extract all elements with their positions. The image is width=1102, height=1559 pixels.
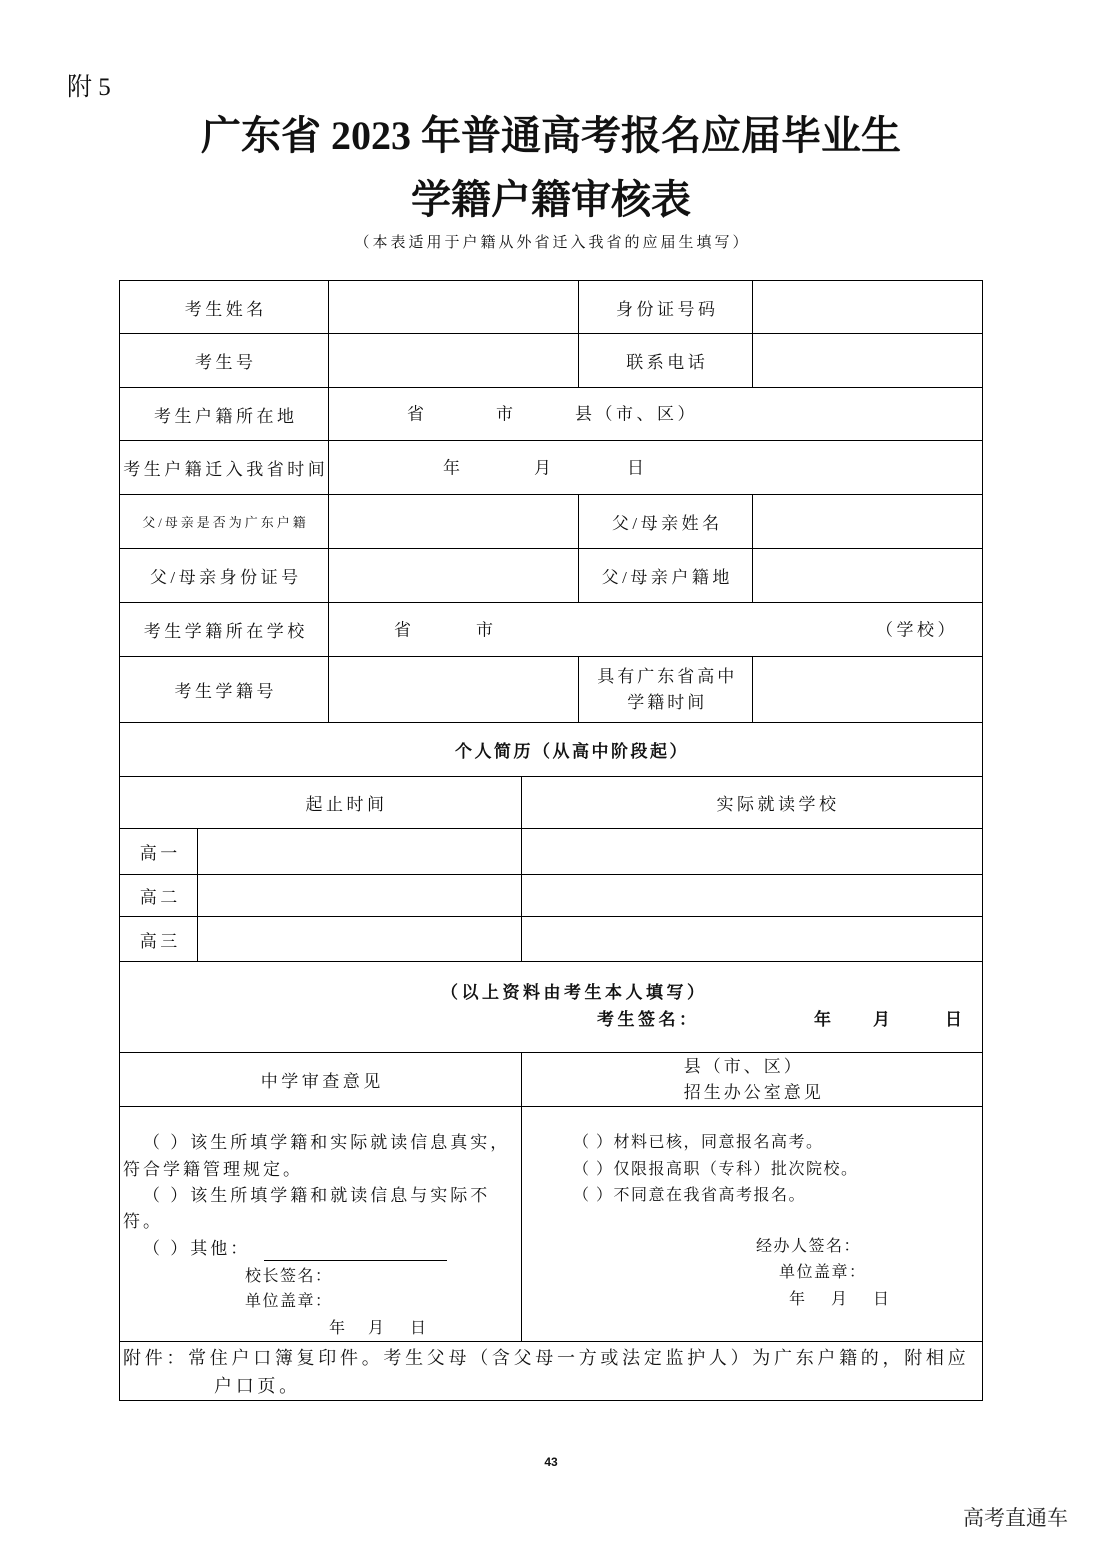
gd-record-time-label-lines [597,664,737,716]
student-record-number-field [329,657,579,723]
student-name-label: 考生姓名 [120,281,329,334]
parent-household-label: 父/母亲户籍地 [579,549,753,603]
exam-number-label: 考生号 [120,334,329,388]
parent-name-label: 父/母亲姓名 [579,495,753,549]
gd-record-time-field [753,657,983,723]
gd-record-time-label-line1: 具有广东省高中 [597,666,738,686]
grade-label: 高一 [120,829,198,875]
watermark-text: 高考直通车 [963,1507,1068,1530]
handler-signature-label: 经办人签名： [756,1238,862,1255]
school-province-text: 省 [394,620,415,639]
grade-period-field [198,917,522,962]
parent-id-label: 父/母亲身份证号 [120,549,329,603]
office-review-day-text: 日 [873,1291,891,1308]
household-province-text: 省 [407,404,428,424]
school-city-text: 市 [476,620,497,639]
student-name-field [329,281,579,334]
other-reason-blank-line [264,1260,447,1261]
phone-field [753,334,983,388]
household-county-text: 县（市、区） [575,404,698,424]
move-day-text: 日 [627,458,648,477]
office-review-option-approve: （ ）材料已核，同意报名高考。 [573,1134,824,1151]
office-review-header-line2: 招生办公室意见 [683,1082,824,1102]
office-review-header-lines [684,1054,824,1106]
grade-period-field [198,875,522,917]
grade-school-field [522,917,983,962]
student-declaration [120,962,983,1053]
school-review-header: 中学审查意见 [120,1053,522,1107]
grade-school-field [522,875,983,917]
school-seal-label: 单位盖章： [245,1293,333,1310]
declaration-month-text: 月 [873,1010,894,1029]
page-title-line2: 学籍户籍审核表 [411,177,691,222]
office-review-header [522,1053,983,1107]
gd-record-time-label-line2: 学籍时间 [627,692,708,712]
parent-household-field [753,549,983,603]
school-review-option-false: （ ）该生所填学籍和就读信息与实际不 [143,1186,491,1205]
school-review-body [120,1107,522,1342]
student-record-number-label: 考生学籍号 [120,657,329,723]
household-move-time-field [329,441,983,495]
exam-number-field [329,334,579,388]
grade-period-field [198,829,522,875]
school-field [329,603,983,657]
resume-heading: 个人简历（从高中阶段起） [120,723,983,777]
attachment-note-line1: 附件：常住户口簿复印件。考生父母（含父母一方或法定监护人）为广东户籍的，附相应 [123,1348,970,1368]
principal-signature-label: 校长签名： [245,1268,333,1285]
office-review-month-text: 月 [831,1291,849,1308]
resume-school-header: 实际就读学校 [522,777,983,829]
id-number-label: 身份证号码 [579,281,753,334]
school-review-option-other: （ ）其他： [143,1239,251,1258]
household-city-text: 市 [496,404,517,424]
parent-gd-household-label: 父/母亲是否为广东户籍 [120,495,329,549]
attachment-number-label: 附 5 [67,74,111,101]
attachment-note-line2: 户口页。 [214,1376,301,1396]
office-review-header-line1: 县（市、区） [683,1056,804,1076]
move-month-text: 月 [534,458,555,477]
student-signature-label: 考生签名： [597,1010,700,1029]
household-location-label: 考生户籍所在地 [120,388,329,441]
office-seal-label: 单位盖章： [779,1264,867,1281]
phone-label: 联系电话 [579,334,753,388]
grade-label: 高二 [120,875,198,917]
parent-id-field [329,549,579,603]
office-review-year-text: 年 [789,1291,807,1308]
page-title: 广东省 2023 年普通高考报名应届毕业生 [201,113,901,158]
gd-record-time-label [579,657,753,723]
audit-form-table [119,280,983,1401]
declaration-year-text: 年 [814,1010,835,1029]
office-review-option-vocational: （ ）仅限报高职（专科）批次院校。 [573,1161,859,1178]
school-review-option-true-cont: 符合学籍管理规定。 [123,1160,303,1179]
parent-name-field [753,495,983,549]
parent-gd-household-field [329,495,579,549]
school-review-option-false-cont: 符。 [123,1212,163,1231]
move-year-text: 年 [443,458,464,477]
grade-label: 高三 [120,917,198,962]
school-label: 考生学籍所在学校 [120,603,329,657]
attachment-note [120,1342,983,1401]
school-review-option-true: （ ）该生所填学籍和实际就读信息真实， [143,1133,511,1152]
id-number-field [753,281,983,334]
office-review-body [522,1107,983,1342]
declaration-note: （以上资料由考生本人填写） [441,983,708,1002]
household-location-field [329,388,983,441]
school-review-month-text: 月 [368,1320,386,1337]
office-review-option-reject: （ ）不同意在我省高考报名。 [573,1187,807,1204]
school-review-year-text: 年 [329,1320,347,1337]
resume-period-header: 起止时间 [120,777,522,829]
household-move-time-label: 考生户籍迁入我省时间 [120,441,329,495]
grade-school-field [522,829,983,875]
page-subtitle: （本表适用于户籍从外省迁入我省的应届生填写） [354,235,751,251]
school-review-day-text: 日 [410,1320,428,1337]
page-number: 43 [544,1455,558,1469]
declaration-day-text: 日 [945,1010,966,1029]
school-name-text: （学校） [876,620,958,639]
